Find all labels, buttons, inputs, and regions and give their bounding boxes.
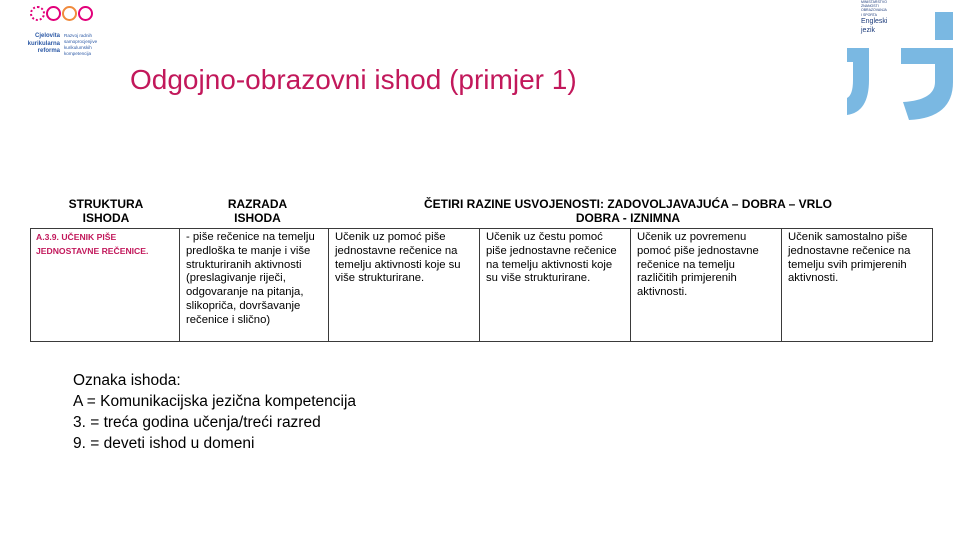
logo-circles [30, 6, 93, 21]
logo-sub-line: kurikulumskih [64, 45, 92, 50]
note-line: 3. = treća godina učenja/treći razred [73, 414, 321, 431]
curriculum-reform-logo [18, 6, 128, 62]
level-satisfactory-cell: Učenik uz pomoć piše jednostavne rečenice na temelju aktivnosti koje su više strukturirane. [329, 229, 480, 342]
level-very-good-cell: Učenik uz povremenu pomoć piše jednostavne rečenice na temelju različitih primjerenih aktivnosti. [631, 229, 782, 342]
outcome-notes [73, 370, 356, 454]
logo-circle-dotted [30, 6, 45, 21]
logo-sub-line: Razvoj radnih [64, 33, 93, 38]
ministry-line: I SPORTA [861, 12, 878, 17]
logo-name-line: reforma [37, 48, 60, 54]
ministry-line: OBRAZOVANJA [861, 8, 887, 13]
logo-circle-orange [62, 6, 77, 21]
outcome-cell [31, 229, 180, 342]
logo-label-line: jezik [861, 26, 876, 34]
level-excellent-cell: Učenik samostalno piše jednostavne rečenice na temelju svih primjerenih aktivnosti. [782, 229, 933, 342]
ministry-line: MINISTARSTVO [861, 0, 887, 4]
logo-sub-line: kompetencija [64, 51, 92, 56]
page-title: Odgojno-obrazovni ishod (primjer 1) [130, 64, 577, 95]
header-structure: STRUKTURA ISHODA [68, 197, 144, 225]
note-line: A = Komunikacijska jezična kompetencija [73, 393, 357, 410]
outcome-code: A.3.9. UČENIK PIŠE JEDNOSTAVNE REČENICE. [36, 232, 149, 256]
logo-label-line: Engleski [861, 17, 888, 25]
logo-sub-line: samoprocjenjive [64, 39, 98, 44]
ministry-line: ZNANOSTI [861, 4, 879, 9]
note-line: Oznaka ishoda: [73, 372, 181, 389]
logo-name [18, 33, 60, 56]
logo-circle [78, 6, 93, 21]
logo-circle [46, 6, 61, 21]
logo-subtitle [64, 33, 128, 57]
level-good-cell: Učenik uz čestu pomoć piše jednostavne rečenice na temelju aktivnosti koje su više strukturirane. [480, 229, 631, 342]
table-row [31, 229, 933, 342]
english-language-logo [843, 0, 960, 125]
breakdown-cell: - piše rečenice na temelju predloška te manje i više strukturiranih aktivnosti (preslagivanje riječi, odgovaranje na pitanja, slikopriča, dovršavanje rečenice i slično) [180, 229, 329, 342]
logo-label [861, 0, 907, 35]
logo-name-line: Cjelovita [34, 33, 60, 39]
note-line: 9. = deveti ishod u domeni [73, 435, 255, 452]
outcome-table [30, 228, 933, 342]
header-levels: ČETIRI RAZINE USVOJENOSTI: ZADOVOLJAVAJUĆA – DOBRA – VRLO DOBRA - IZNIMNA [423, 197, 833, 225]
logo-name-line: kurikularna [27, 40, 60, 47]
header-breakdown: RAZRADA ISHODA [227, 197, 288, 225]
